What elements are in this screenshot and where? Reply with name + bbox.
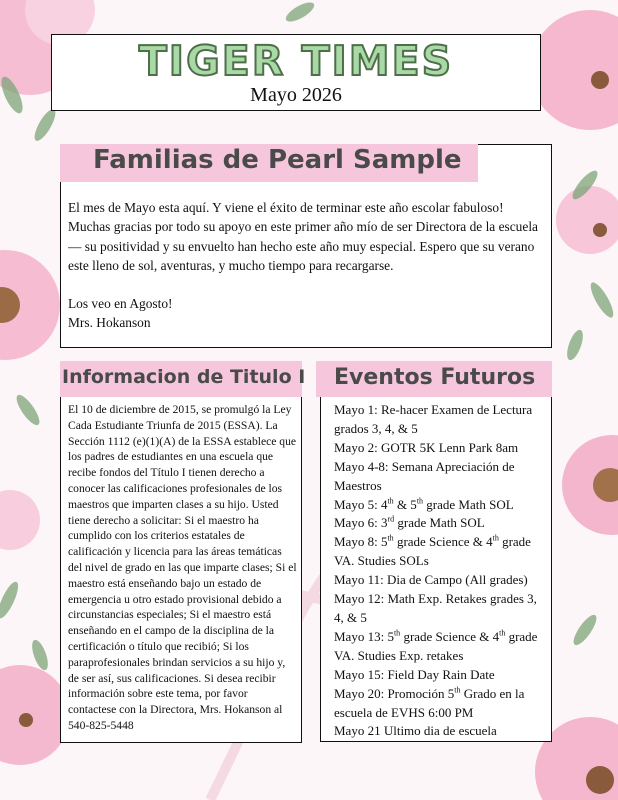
event-item: Mayo 2: GOTR 5K Lenn Park 8am <box>334 439 519 455</box>
letter-heading: Familias de Pearl Sample <box>93 145 462 175</box>
events-heading: Eventos Futuros <box>334 365 536 390</box>
event-item: Mayo 13: 5th grade Science & 4th grade VA. Studies Exp. retakes <box>334 628 538 663</box>
closing-line: Los veo en Agosto! <box>68 296 173 312</box>
flower-right-icon <box>562 435 618 535</box>
event-item: Mayo 5: 4th & 5th grade Math SOL <box>334 496 514 512</box>
title-one-body: El 10 de diciembre de 2015, se promulgó la Ley Cada Estudiante Triunfa de 2015 (ESSA). La Sección 1112 (e)(1)(A) de la ESSA establece que los padres de estudiantes en una escuela que recibe fondos del Título I tienen derecho a conocer las calificaciones profesionales de los maestros que imparten clases a su hijo. Usted tiene derecho a solicitar: Si el maestro ha cumplido con los criterios estatales de calificación y licencia para las áreas temáticas del nivel de grado en las que imparte clases; Si el maestro está enseñando bajo un estado de emergencia u otro estado provisional debido a circunstancias especiales; Si el maestro está enseñando en el campo de la disciplina de la certificación o título que recibió; Si los paraprofesionales brindan servicios a su hijo y, de ser así, sus calificaciones. Si desea recibir información sobre este tema, por favor contactese con la Directora, Mrs. Hokanson al 540-825-5448 <box>68 403 297 732</box>
masthead <box>51 34 541 111</box>
event-item: Mayo 21 Ultimo dia de escuela <box>334 723 497 739</box>
letter-heading-bar <box>60 144 478 182</box>
letter-closing <box>68 294 546 333</box>
event-item: Mayo 12: Math Exp. Retakes grades 3, 4, & 5 <box>334 591 537 625</box>
event-item: Mayo 20: Promoción 5th Grado en la escuela de EVHS 6:00 PM <box>334 685 525 720</box>
letter-body <box>68 198 546 333</box>
flower-left-icon <box>0 250 60 360</box>
issue-date: Mayo 2026 <box>250 84 342 106</box>
signature: Mrs. Hokanson <box>68 315 151 331</box>
event-item: Mayo 4-8: Semana Apreciación de Maestros <box>334 458 515 493</box>
event-item: Mayo 11: Dia de Campo (All grades) <box>334 572 528 588</box>
event-item: Mayo 6: 3rd grade Math SOL <box>334 515 485 531</box>
newsletter-title: TIGER TIMES <box>138 37 454 85</box>
letter-paragraph: El mes de Mayo esta aquí. Y viene el éxito de terminar este año escolar fabuloso! Muchas gracias por todo su apoyo en este primer año mío de ser Directora de la escuela — su positividad y su envuelto han hecho este año muy especial. Espero que su verano este lleno de sol, aventuras, y mucho tiempo para recargarse. <box>68 200 538 273</box>
event-item: Mayo 1: Re-hacer Examen de Lectura grados 3, 4, & 5 <box>334 402 533 436</box>
event-item: Mayo 8: 5th grade Science & 4th grade VA. Studies SOLs <box>334 534 531 569</box>
title-one-heading: Informacion de Titulo I <box>62 366 306 388</box>
title-one-heading-bar <box>60 361 306 397</box>
event-item: Mayo 15: Field Day Rain Date <box>334 666 495 682</box>
events-list <box>334 401 546 741</box>
events-heading-bar <box>316 361 552 397</box>
